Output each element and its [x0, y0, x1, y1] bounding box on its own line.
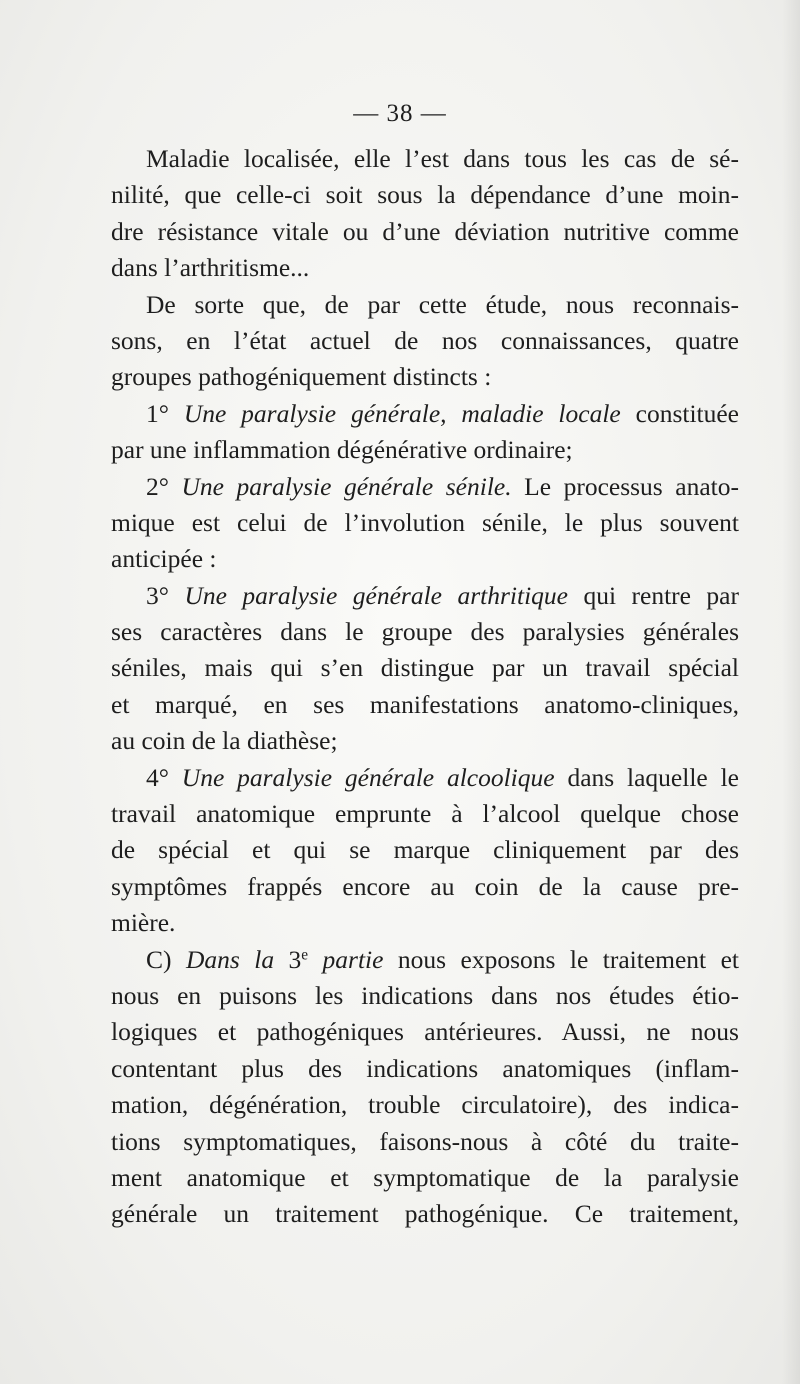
- text-line: [111, 942, 739, 978]
- text-line: [111, 796, 739, 832]
- text-line: [111, 396, 739, 432]
- text-line: [111, 760, 739, 796]
- italic-text: Une paralysie générale alcoolique: [181, 762, 555, 792]
- text-segment: Maladie localisée, elle l’est dans tous les cas de sé-: [146, 144, 739, 173]
- page-number: — 38 —: [353, 100, 447, 127]
- text-segment: 4°: [146, 762, 182, 792]
- text-segment: qui rentre par: [567, 580, 739, 610]
- text-segment: 3: [274, 944, 302, 974]
- text-line: [111, 214, 739, 250]
- text-line: [111, 323, 739, 359]
- italic-text: Une paralysie générale, maladie locale: [183, 398, 621, 428]
- text-segment: 2°: [146, 471, 182, 501]
- text-segment: générale un traitement pathogénique. Ce traitement,: [111, 1199, 739, 1229]
- text-segment: nilité, que celle-ci soit sous la dépendance d’une moin-: [111, 180, 739, 210]
- text-segment: anticipée :: [111, 544, 217, 574]
- text-line: [111, 1160, 739, 1196]
- text-segment: travail anatomique emprunte à l’alcool quelque chose: [111, 799, 739, 829]
- page-edge-shadow: [782, 0, 800, 1384]
- text-line: [111, 250, 739, 286]
- text-segment: [308, 945, 322, 974]
- text-line: [111, 1014, 739, 1050]
- text-segment: dre résistance vitale ou d’une déviation nutritive comme: [111, 216, 739, 246]
- text-line: [111, 578, 739, 614]
- text-segment: de spécial et qui se marque cliniquement par des: [111, 835, 739, 865]
- text-line: [111, 505, 739, 541]
- text-segment: Le processus anato-: [511, 471, 739, 501]
- text-segment: mique est celui de l’involution sénile, le plus souvent: [111, 507, 739, 537]
- text-line: [111, 1124, 739, 1160]
- text-segment: 1°: [146, 398, 184, 428]
- text-line: [111, 177, 739, 213]
- text-segment: nous en puisons les indications dans nos études étio-: [111, 980, 739, 1010]
- text-line: [111, 1087, 739, 1123]
- text-segment: logiques et pathogéniques antérieures. Aussi, ne nous: [111, 1017, 739, 1047]
- italic-text: partie: [322, 944, 384, 974]
- text-segment: C): [146, 944, 186, 974]
- text-segment: contentant plus des indications anatomiques (inflam-: [111, 1053, 739, 1083]
- body-text: [111, 141, 739, 1233]
- text-line: [111, 650, 739, 686]
- text-line: [111, 141, 739, 177]
- text-segment: sons, en l’état actuel de nos connaissances, quatre: [111, 325, 739, 355]
- text-segment: dans l’arthritisme...: [111, 253, 310, 283]
- italic-text: Une paralysie générale arthritique: [184, 580, 568, 610]
- text-segment: mation, dégénération, trouble circulatoire), des indica-: [111, 1090, 739, 1120]
- text-segment: constituée: [620, 398, 740, 428]
- text-line: [111, 869, 739, 905]
- text-line: [111, 687, 739, 723]
- text-line: [111, 432, 739, 468]
- text-segment: au coin de la diathèse;: [111, 726, 338, 756]
- text-segment: séniles, mais qui s’en distingue par un travail spécial: [111, 653, 739, 683]
- text-line: [111, 287, 739, 323]
- text-line: [111, 905, 739, 941]
- italic-text: Une paralysie générale sénile.: [181, 471, 512, 501]
- text-segment: nous exposons le traitement et: [383, 944, 739, 974]
- text-segment: De sorte que, de par cette étude, nous reconnais-: [146, 289, 739, 319]
- text-segment: 3°: [146, 580, 185, 610]
- text-line: [111, 541, 739, 577]
- text-segment: mière.: [111, 908, 176, 938]
- text-segment: groupes pathogéniquement distincts :: [111, 362, 492, 392]
- text-line: [111, 723, 739, 759]
- text-line: [111, 1051, 739, 1087]
- text-line: [111, 469, 739, 505]
- text-line: [111, 832, 739, 868]
- text-segment: par une inflammation dégénérative ordinaire;: [111, 435, 573, 465]
- text-line: [111, 614, 739, 650]
- text-segment: dans laquelle le: [554, 762, 739, 792]
- text-line: [111, 359, 739, 395]
- text-segment: symptômes frappés encore au coin de la cause pre-: [111, 871, 739, 901]
- text-segment: ment anatomique et symptomatique de la paralysie: [111, 1162, 739, 1192]
- text-segment: et marqué, en ses manifestations anatomo-cliniques,: [111, 689, 739, 719]
- text-segment: tions symptomatiques, faisons-nous à côté du traite-: [111, 1126, 739, 1156]
- italic-text: Dans la: [185, 944, 275, 974]
- superscript: e: [301, 946, 309, 964]
- text-line: [111, 1196, 739, 1232]
- text-segment: ses caractères dans le groupe des paralysies générales: [111, 617, 739, 647]
- text-line: [111, 978, 739, 1014]
